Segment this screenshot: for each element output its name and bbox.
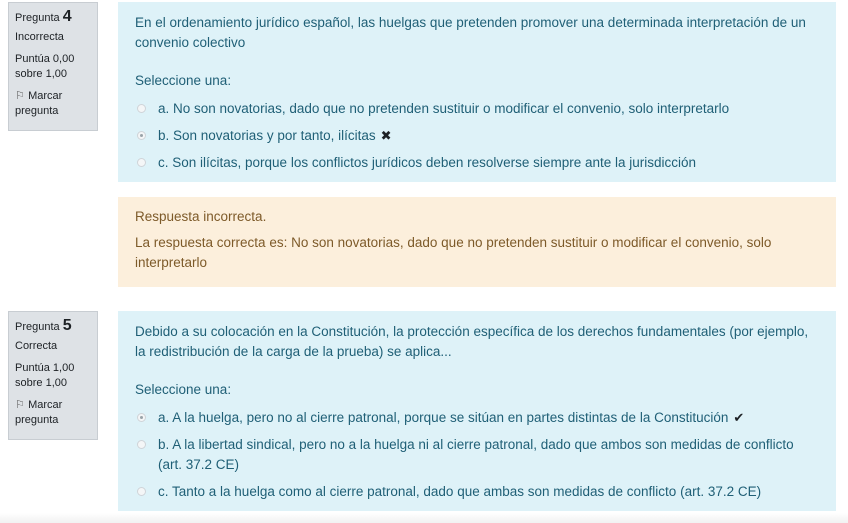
flag-icon: ⚐ — [15, 90, 25, 102]
question-4-prefix: Pregunta — [15, 12, 60, 24]
question-5-answer-a[interactable] — [135, 405, 819, 432]
answer-radio[interactable] — [137, 104, 146, 113]
question-5-number-line — [15, 318, 91, 335]
question-4-answer-a[interactable] — [135, 96, 819, 123]
answer-radio[interactable] — [137, 440, 146, 449]
question-5-text: Debido a su colocación en la Constitución, la protección específica de los derechos fundamentales (por ejemplo, la redistribución de la carga de la prueba) se aplica... — [135, 324, 809, 359]
question-4-text: En el ordenamiento jurídico español, las huelgas que pretenden promover una determinada interpretación de un convenio colectivo — [135, 15, 806, 50]
question-5-prefix: Pregunta — [15, 321, 60, 333]
answer-label: a. A la huelga, pero no al cierre patronal, porque se sitúan en partes distintas de la Constitución — [158, 410, 729, 425]
question-4-number-line — [15, 9, 91, 26]
feedback-correct-answer: La respuesta correcta es: No son novatorias, dado que no pretenden sustituir o modificar el convenio, solo interpretarlo — [135, 235, 772, 270]
question-5-info — [8, 311, 98, 440]
question-4-prompt: Seleccione una: — [135, 73, 232, 88]
question-5-flag-label: Marcar pregunta — [15, 399, 63, 426]
answer-radio[interactable] — [137, 158, 146, 167]
flag-icon: ⚐ — [15, 399, 25, 411]
answer-label: a. No son novatorias, dado que no pretenden sustituir o modificar el convenio, solo interpretarlo — [158, 101, 730, 116]
question-4-info — [8, 2, 98, 131]
question-4-answer-c[interactable] — [135, 150, 819, 177]
question-4-number: 4 — [62, 8, 72, 25]
question-4-flag-link[interactable] — [15, 89, 91, 119]
question-4-content — [118, 2, 836, 182]
answer-radio[interactable] — [137, 487, 146, 496]
question-5-flag-link[interactable] — [15, 398, 91, 428]
incorrect-icon: ✖ — [380, 128, 392, 143]
question-5-grade: Puntúa 1,00 sobre 1,00 — [15, 362, 75, 389]
question-4-grade: Puntúa 0,00 sobre 1,00 — [15, 53, 75, 80]
question-5-content — [118, 311, 836, 511]
question-5-state: Correcta — [15, 340, 58, 352]
question-4-state: Incorrecta — [15, 31, 64, 43]
answer-label: b. Son novatorias y por tanto, ilícitas — [158, 128, 376, 143]
bottom-shade — [0, 513, 848, 523]
answer-label: c. Son ilícitas, porque los conflictos jurídicos deben resolverse siempre ante la jurisdicción — [158, 155, 697, 170]
question-5-answer-b[interactable] — [135, 432, 819, 479]
answer-radio-selected[interactable] — [137, 413, 146, 422]
answer-radio-selected[interactable] — [137, 131, 146, 140]
correct-check-icon: ✔ — [733, 410, 745, 425]
question-4-answer-b[interactable] — [135, 123, 819, 150]
question-5-answer-c[interactable] — [135, 479, 819, 506]
question-4-feedback — [118, 197, 836, 287]
answer-label: c. Tanto a la huelga como al cierre patronal, dado que ambas son medidas de conflicto (art. 37.2 CE) — [158, 484, 762, 499]
feedback-status: Respuesta incorrecta. — [135, 209, 267, 224]
question-5-number: 5 — [62, 317, 72, 334]
answer-label: b. A la libertad sindical, pero no a la huelga ni al cierre patronal, dado que ambos son medidas de conflicto (art. 37.2 CE) — [158, 437, 794, 472]
question-5-prompt: Seleccione una: — [135, 382, 232, 397]
question-4-flag-label: Marcar pregunta — [15, 90, 63, 117]
